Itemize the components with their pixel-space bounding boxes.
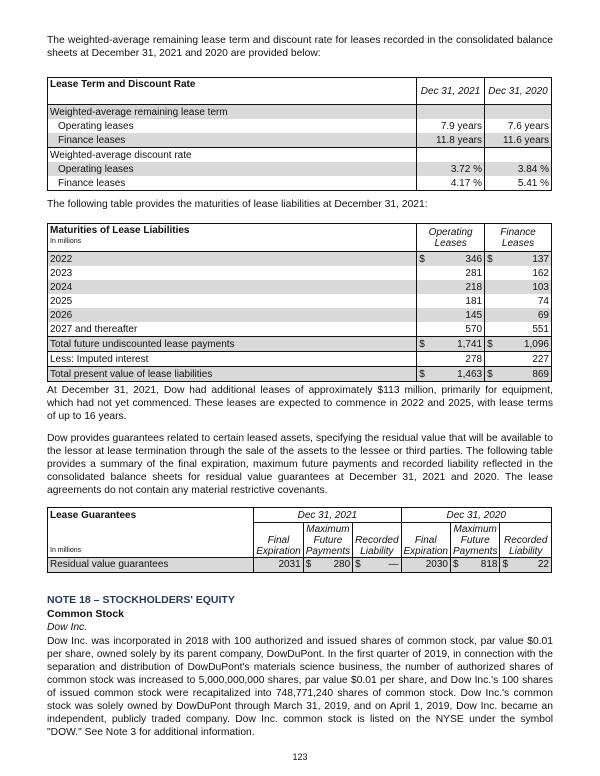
section-heading: Common Stock [47, 608, 125, 620]
table-row: 2024 218 103 [48, 280, 552, 294]
units-label: In millions [50, 238, 82, 245]
table-title: Maturities of Lease Liabilities [50, 225, 190, 236]
section-label: Weighted-average remaining lease term [48, 105, 417, 120]
group-header-2020: Dec 31, 2020 [401, 508, 551, 523]
maturities-table [47, 223, 552, 382]
table-row: Finance leases 11.8 years 11.6 years [48, 133, 552, 148]
lease-guarantees-table: Lease Guarantees Dec 31, 2021 Dec 31, 2020 In millions Final Expiration Maximum Future Payments Recorded Liability Final Expiration Maximum Future Payments Recorded Liability Residual value guarantees 2031 $ 280 $ — 2030 $ 818 $ 22 [47, 507, 552, 573]
total-row: Total future undiscounted lease payments $ 1,741 $ 1,096 [48, 337, 552, 352]
page-number: 123 [292, 752, 308, 762]
maturities-intro: The following table provides the maturities of lease liabilities at December 31, 2021: [47, 199, 428, 210]
intro-paragraph: The weighted-average remaining lease term and discount rate for leases recorded in the consolidated balance sheets at December 31, 2021 and 2020 are provided below: [47, 35, 553, 59]
currency-symbol: $ [487, 253, 493, 265]
common-stock-paragraph: Dow Inc. was incorporated in 2018 with 100 authorized and issued shares of common stock, par value $0.01 per share, owned solely by its parent company, DowDuPont. In the first quarter of 2019, in connection with the separation and distribution of DowDuPont's materials science business, the number of authorized shares of common stock was increased to 5,000,000,000 shares, par value $0.01 per share, and Dow Inc.'s 100 shares of issued common stock were recapitalized into 748,771,240 shares of common stock. Dow Inc.'s common stock was solely owned by DowDuPont through March 31, 2019, and on April 1, 2019, Dow Inc. became an independent, publicly traded company. Dow Inc. common stock is listed on the NYSE under the symbol "DOW." See Note 3 for additional information. [47, 636, 553, 738]
table-title: Lease Guarantees [48, 508, 254, 523]
note-heading: NOTE 18 – STOCKHOLDERS' EQUITY [47, 594, 235, 606]
lease-term-table [47, 77, 552, 191]
table-title: Lease Term and Discount Rate [48, 78, 417, 105]
additional-leases-paragraph: At December 31, 2021, Dow had additional leases of approximately $113 million, primarily for equipment, which had not yet commenced. These leases are expected to commence in 2022 and 2025, with lease terms of up to 16 years. [47, 385, 553, 422]
table-row: Less: Imputed interest 278 227 [48, 352, 552, 367]
table-row: Operating leases 3.72 % 3.84 % [48, 162, 552, 176]
table-row: Finance leases 4.17 % 5.41 % [48, 176, 552, 191]
table-row: 2022 $ 346 $ 137 [48, 252, 552, 267]
col-header-2020: Dec 31, 2020 [484, 78, 551, 105]
table-row: Residual value guarantees 2031 $ 280 $ — 2030 $ 818 $ 22 [48, 557, 552, 572]
total-row: Total present value of lease liabilities $ 1,463 $ 869 [48, 367, 552, 382]
table-row: 2023 281 162 [48, 266, 552, 280]
col-header-2021: Dec 31, 2021 [417, 78, 485, 105]
section-label: Weighted-average discount rate [48, 148, 417, 163]
table-row: Operating leases 7.9 years 7.6 years [48, 119, 552, 133]
subsection-heading: Dow Inc. [47, 622, 88, 633]
units-label: In millions [50, 546, 82, 554]
table-row: 2026 145 69 [48, 308, 552, 322]
col-header-finance: Finance Leases [485, 224, 552, 252]
guarantees-paragraph: Dow provides guarantees related to certain leased assets, specifying the residual value that will be available to the lessor at lease termination through the sale of the assets to the lessee or third parties. The following table provides a summary of the final expiration, maximum future payments and recorded liability reflected in the consolidated balance sheets for residual value guarantees at December 31, 2021 and 2020. The lease agreements do not contain any material restrictive covenants. [47, 433, 553, 496]
table-row: 2027 and thereafter 570 551 [48, 322, 552, 337]
col-header-operating: Operating Leases [417, 224, 485, 252]
group-header-2021: Dec 31, 2021 [254, 508, 401, 523]
table-row: 2025 181 74 [48, 294, 552, 308]
currency-symbol: $ [419, 253, 425, 265]
